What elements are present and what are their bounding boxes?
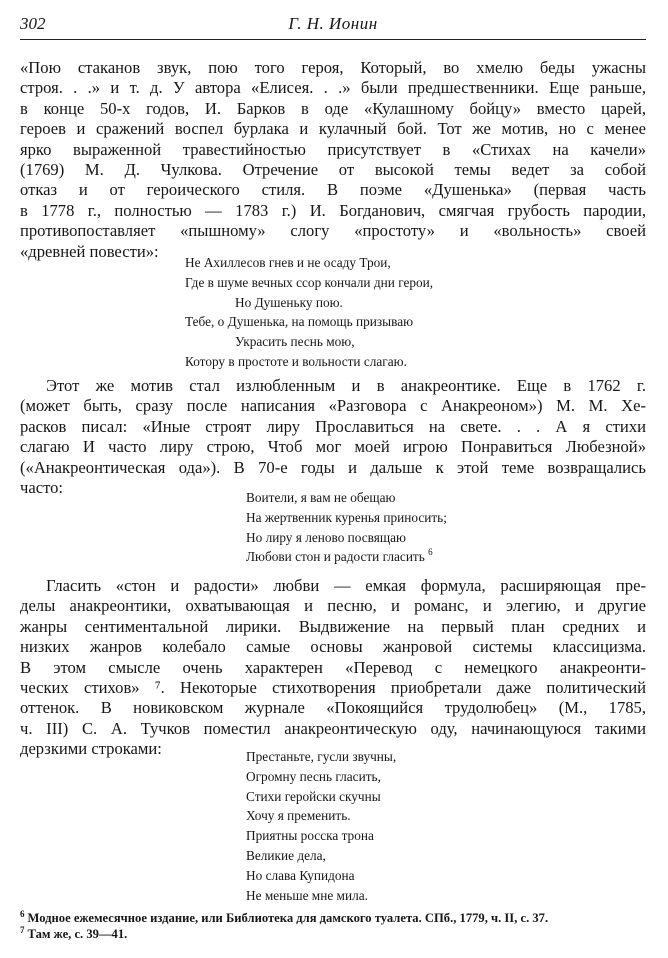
text-line: низких жанров колебало самые основы жанровой системы классицизма. [20, 637, 646, 657]
text-line: жанры сентиментальной лирики. Выдвижение на первый план средних и [20, 616, 646, 636]
text-line: ч. III) С. А. Тучков поместил анакреонтическую оду, начинающуюся такими [20, 718, 646, 738]
verse-line: Не меньше мне мила. [246, 887, 368, 903]
text-line: ярко выраженной травестийностью присутствует в «Стихах на качели» [20, 139, 646, 159]
paragraph-1 [20, 58, 646, 262]
text-line: «Пою стаканов звук, пою того героя, Который, во хмелю беды ужасны [20, 58, 646, 77]
text-line: часто: [20, 478, 64, 498]
text-line: в конце 50-х годов, И. Барков в оде «Кулашному бойцу» вместо царей, [20, 98, 646, 118]
verse-line: Но лиру я леново посвящаю [246, 529, 406, 545]
verse-line: Не Ахиллесов гнев и не осаду Трои, [185, 255, 391, 270]
text-line: слагаю И часто лиру строю, Чтоб мог моей игрою Понравиться Любезной» [20, 437, 646, 457]
text-line: дерзкими строками: [20, 739, 162, 759]
verse-line: Стихи геройски скучны [246, 788, 381, 804]
verse-line: Любови стон и радости гласить [246, 549, 425, 565]
header-rule [20, 39, 646, 40]
verse-line: Тебе, о Душенька, на помощь призываю [185, 314, 414, 330]
footnotes [20, 910, 650, 942]
text-line: ческих стихов» ⁷. Некоторые стихотворения приобретали даже политический [20, 678, 646, 698]
footnote-text: Модное ежемесячное издание, или Библиотека для дамского туалета. СПб., 1779, ч. II, с. 37. [27, 911, 549, 925]
text-line: (может быть, сразу после написания «Разговора с Анакреоном») М. М. Хе- [20, 396, 646, 416]
text-line: (1769) М. Д. Чулкова. Отречение от высокой темы ведет за собой [20, 160, 646, 180]
page-number: 302 [20, 14, 46, 33]
verse-line: Престаньте, гусли звучны, [246, 749, 397, 764]
verse-quote-1 [185, 253, 433, 372]
text-line: расков писал: «Иные строят лиру Прославиться на свете. . . А я стихи [20, 416, 646, 436]
running-title: Г. Н. Ионин [288, 14, 378, 33]
verse-line: Огромну песнь гласить, [246, 768, 381, 784]
footnote-mark: 6 [20, 909, 25, 919]
footnote-ref: 6 [428, 547, 433, 558]
page-header [20, 12, 646, 40]
footnote [20, 910, 650, 926]
footnote [20, 926, 650, 942]
text-line: («Анакреонтическая ода»). В 70-е годы и дальше к этой теме возвращались [20, 457, 646, 477]
verse-line: Хочу я пременить. [246, 808, 351, 824]
paragraph-3 [20, 576, 646, 760]
text-line: отказ и от героического стиля. В поэме «Душенька» (первая часть [20, 180, 646, 200]
text-line: противопоставляет «пышному» слогу «простоту» и «вольность» своей [20, 221, 646, 241]
verse-line: На жертвенник куренья приносить; [246, 509, 447, 525]
verse-line: Котору в простоте и вольности слагаю. [185, 353, 407, 369]
verse-line: Воители, я вам не обещаю [246, 490, 396, 505]
text-line: Гласить «стон и радости» любви — емкая формула, расширяющая пре- [46, 576, 646, 595]
verse-line: Приятны росска трона [246, 828, 374, 844]
verse-line: Великие дела, [246, 847, 326, 863]
text-line: Этот же мотив стал излюбленным и в анакреонтике. Еще в 1762 г. [46, 376, 646, 395]
verse-line: Украсить песнь мою, [235, 334, 355, 350]
verse-quote-2 [246, 488, 447, 567]
text-line: «древней повести»: [20, 241, 159, 261]
verse-line: Где в шуме вечных ссор кончали дни герои, [185, 274, 434, 290]
text-line: в 1778 г., полностью — 1783 г.) И. Богданович, смягчая грубость пародии, [20, 200, 646, 220]
footnote-text: Там же, с. 39—41. [27, 927, 128, 941]
text-line: оттенок. В новиковском журнале «Покоящийся трудолюбец» (М., 1785, [20, 698, 646, 718]
verse-quote-3 [246, 747, 396, 905]
text-line: В этом смысле очень характерен «Перевод с немецкого анакреонти- [20, 657, 646, 677]
text-line: строя. . .» и т. д. У автора «Елисея. . .» были предшественники. Еще раньше, [20, 78, 646, 98]
text-line: делы анакреонтики, охватывающая и песню, и романс, и элегию, и другие [20, 596, 646, 616]
text-line: героев и сражений воспел бурлака и кулачный бой. Тот же мотив, но с менее [20, 119, 646, 139]
verse-line: Но Душеньку пою. [235, 294, 343, 310]
footnote-mark: 7 [20, 925, 25, 935]
paragraph-2 [20, 376, 646, 498]
verse-line: Но слава Купидона [246, 867, 355, 883]
